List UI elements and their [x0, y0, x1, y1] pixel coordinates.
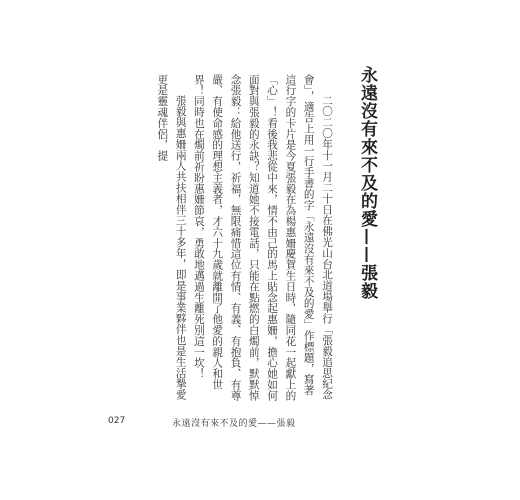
- page-number: 027: [108, 416, 126, 426]
- chapter-title: 永遠沒有來不及的愛——張毅: [357, 66, 377, 300]
- body-text: [110, 74, 336, 404]
- page-footer: [0, 416, 520, 432]
- running-title: 永遠沒有來不及的愛——張毅: [172, 419, 296, 429]
- paragraph: 二〇二〇年十一月二十日在佛光山台北道場舉行「張毅追思紀念會」，適告上用一行手書的字「永遠沒有來不及的愛」作標題，寫著這行字的卡片是今夏張毅在為楊惠姍慶賀生日時，隨同花一起獻上的「心」！看後我悲從中來，情不由己的馬上貼念起惠姍，擔心她如何面對與張毅的永訣？知道她不接電話，只能在點燃的白燭前，默默悼念張毅：給他送行，祈福，無限痛惜這位有情、有義、有抱負、有尊嚴、有使命感的理想主義者，才六十九歲就離開了他愛的親人和世界！同時也在燭前祈盼惠姍節哀，勇敢地邁過生離死別這一坎！: [192, 74, 333, 401]
- paragraph: 張毅與惠姍兩人共扶相伴三十多年，即是事業夥伴也是生活摯愛更是靈魂伴侶，提: [156, 74, 187, 401]
